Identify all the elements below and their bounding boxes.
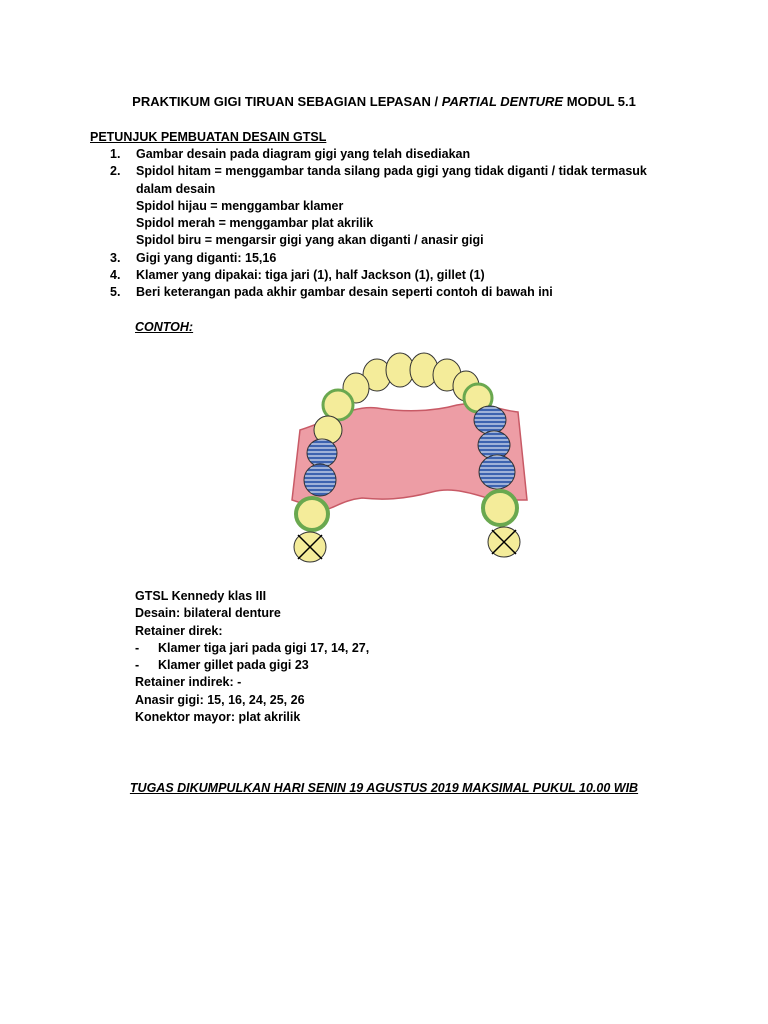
step-text <box>136 163 670 249</box>
caption-list-item <box>135 657 655 674</box>
section-heading: PETUNJUK PEMBUATAN DESAIN GTSL <box>90 130 327 144</box>
caption-list-item <box>135 640 655 657</box>
caption-line: Anasir gigi: 15, 16, 24, 25, 26 <box>135 692 305 707</box>
step-number: 5. <box>110 285 121 300</box>
step-text: Klamer yang dipakai: tiga jari (1), half Jackson (1), gillet (1) <box>136 268 485 283</box>
step-text: Gigi yang diganti: 15,16 <box>136 250 277 265</box>
dental-arch-diagram <box>282 350 534 570</box>
page-title <box>0 94 768 109</box>
step-line: Spidol merah = menggambar plat akrilik <box>136 216 374 231</box>
caption-line: GTSL Kennedy klas III <box>135 589 267 603</box>
title-main: PRAKTIKUM GIGI TIRUAN SEBAGIAN LEPASAN / <box>132 94 442 109</box>
title-italic: PARTIAL DENTURE <box>441 94 564 109</box>
deadline-note: TUGAS DIKUMPULKAN HARI SENIN 19 AGUSTUS 2019 MAKSIMAL PUKUL 10.00 WIB <box>129 781 639 795</box>
list-item <box>110 163 670 249</box>
step-number: 4. <box>110 268 121 283</box>
step-line: Spidol hitam = menggambar tanda silang pada gigi yang tidak diganti / tidak termasuk dalam desain <box>136 164 647 196</box>
tooth <box>296 498 328 530</box>
title-module: MODUL 5.1 <box>563 94 636 109</box>
dash-marker: - <box>135 640 140 655</box>
step-number: 3. <box>110 250 121 265</box>
instruction-list <box>110 146 670 302</box>
caption-line: Konektor mayor: plat akrilik <box>135 710 301 725</box>
step-text: Beri keterangan pada akhir gambar desain seperti contoh di bawah ini <box>136 285 553 300</box>
design-caption <box>135 588 655 726</box>
replaced-tooth <box>474 406 506 434</box>
list-item <box>110 146 670 163</box>
step-number: 1. <box>110 147 121 161</box>
list-item <box>110 284 670 301</box>
caption-line: Desain: bilateral denture <box>135 606 281 621</box>
list-item <box>110 267 670 284</box>
step-number: 2. <box>110 164 121 179</box>
step-text: Gambar desain pada diagram gigi yang telah disediakan <box>136 147 471 161</box>
tooth <box>323 390 353 420</box>
step-line: Spidol biru = mengarsir gigi yang akan diganti / anasir gigi <box>136 233 484 248</box>
caption-item-text: Klamer tiga jari pada gigi 17, 14, 27, <box>158 640 370 655</box>
replaced-tooth <box>307 439 337 467</box>
tooth <box>483 491 517 525</box>
dash-marker: - <box>135 658 140 673</box>
caption-line: Retainer indirek: - <box>135 675 242 690</box>
list-item <box>110 250 670 267</box>
step-line: Spidol hijau = menggambar klamer <box>136 198 344 213</box>
replaced-tooth <box>479 455 515 489</box>
caption-line: Retainer direk: <box>135 623 223 638</box>
example-label: CONTOH: <box>135 320 194 334</box>
caption-item-text: Klamer gillet pada gigi 23 <box>158 658 309 673</box>
replaced-tooth <box>304 464 336 496</box>
